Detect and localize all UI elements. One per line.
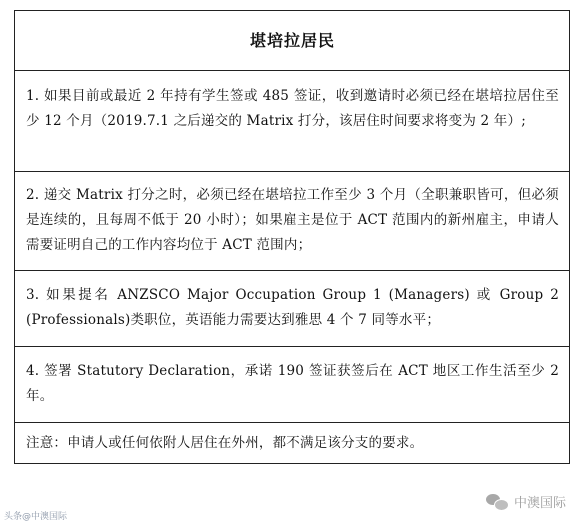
requirement-row-2: [15, 172, 569, 271]
brand-watermark: [486, 492, 566, 511]
requirement-row-1: [15, 71, 569, 172]
table-title: 堪培拉居民: [15, 11, 569, 71]
requirement-row-3: [15, 271, 569, 347]
requirement-text-1: 1. 如果目前或最近 2 年持有学生签或 485 签证，收到邀请时必须已经在堪培拉居住至少 12 个月（2019.7.1 之后递交的 Matrix 打分，该居住时间要求将变为 2 年）;: [26, 88, 559, 129]
requirement-text-3: 3. 如果提名 ANZSCO Major Occupation Group 1 (Managers) 或 Group 2 (Professionals)类职位，英语能力需要达到雅思 4 个 7 同等水平；: [26, 287, 559, 328]
corner-watermark: 头条@中澳国际: [4, 512, 68, 522]
requirement-text-2: 2. 递交 Matrix 打分之时，必须已经在堪培拉工作至少 3 个月（全职兼职皆可，但必须是连续的，且每周不低于 20 小时）；如果雇主是位于 ACT 范围内的新州雇主，申请人需要证明自己的工作内容均位于 ACT 范围内；: [26, 187, 559, 253]
requirement-text-4: 4. 签署 Statutory Declaration，承诺 190 签证获签后在 ACT 地区工作生活至少 2 年。: [26, 363, 559, 404]
requirements-table: [14, 10, 570, 464]
watermark-brand-text: 中澳国际: [513, 496, 566, 511]
requirement-row-4: [15, 347, 569, 423]
note-row: [15, 423, 569, 463]
wechat-icon: [486, 494, 508, 510]
note-text: 注意：申请人或任何依附人居住在外州，都不满足该分支的要求。: [26, 435, 424, 451]
